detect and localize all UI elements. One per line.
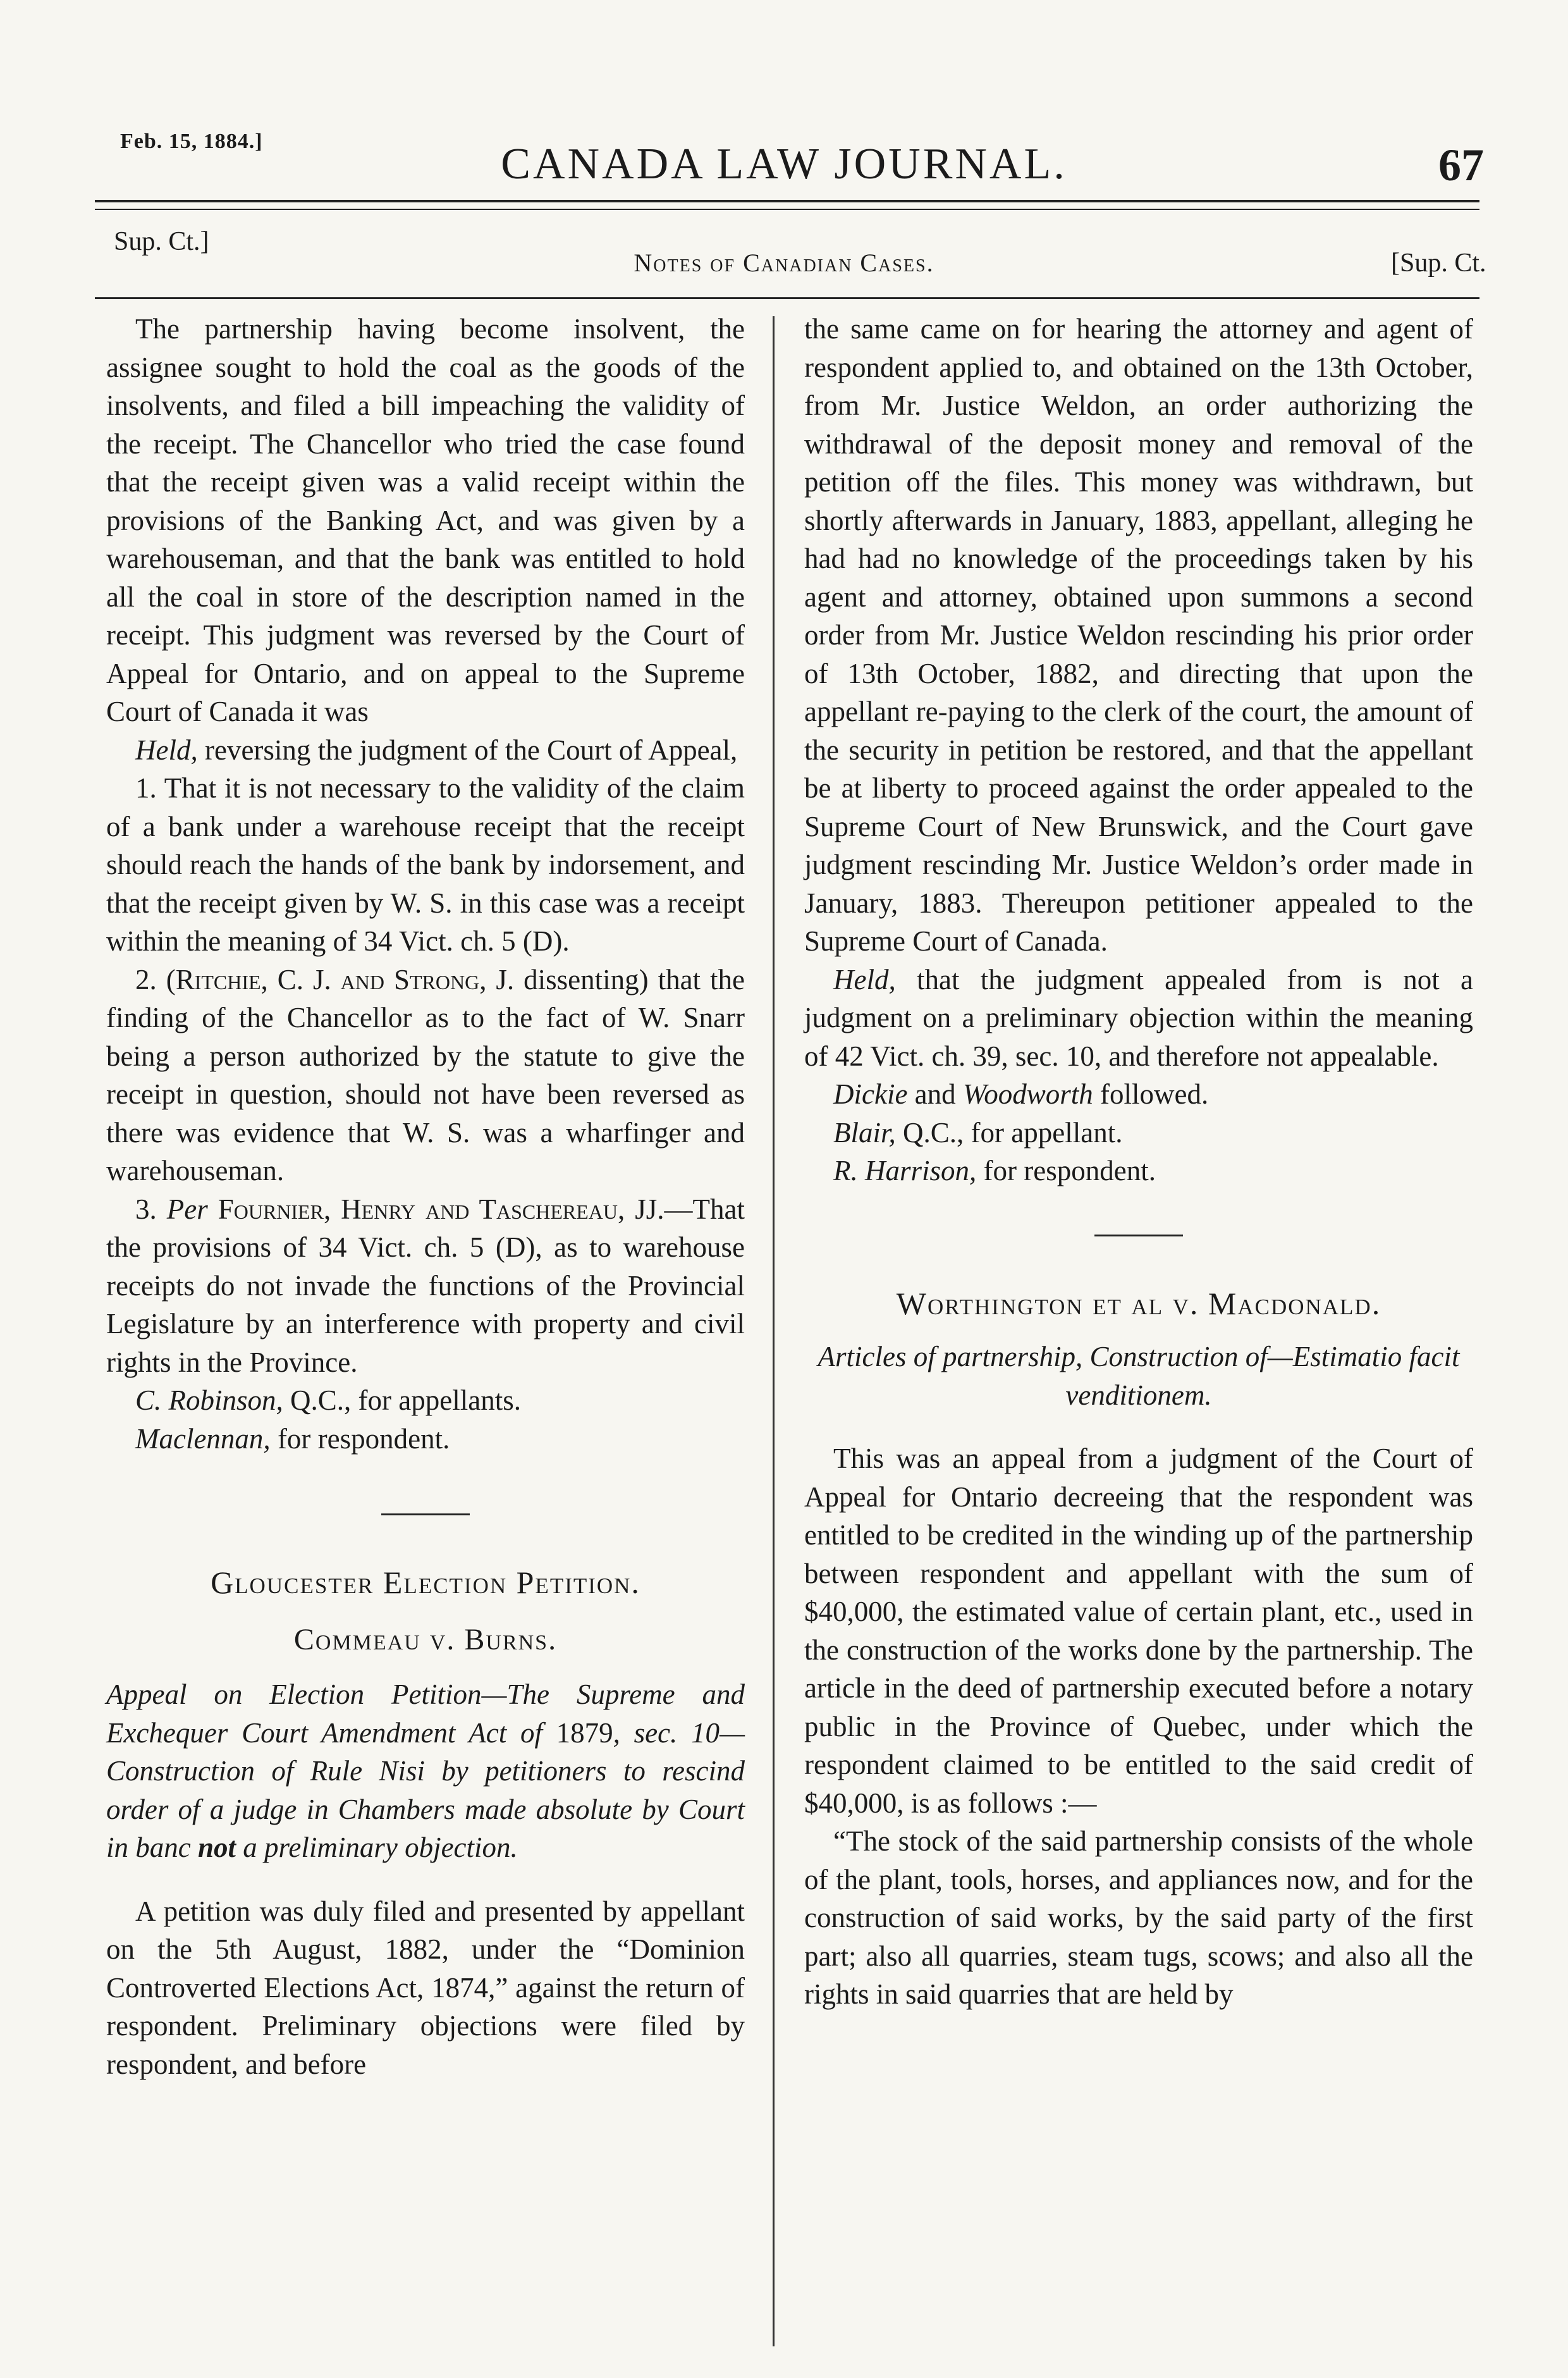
headnote-emphasis: not bbox=[197, 1832, 236, 1863]
journal-title: CANADA LAW JOURNAL. bbox=[501, 140, 1067, 188]
header-date: Feb. 15, 1884.] bbox=[120, 130, 263, 153]
point-3-text: JJ.—That the provisions of 34 Vict. ch. 5 (D), as to warehouse receipts do not invade the functions of the Provincial Legislature by an interference with property and civil rights in the Province. bbox=[106, 1193, 745, 1378]
case-subtitle: Commeau v. Burns. bbox=[293, 1622, 558, 1656]
left-column bbox=[106, 310, 745, 2083]
headnote bbox=[106, 1675, 745, 1867]
counsel-line bbox=[804, 1114, 1473, 1152]
counsel-role: for respondent. bbox=[270, 1422, 450, 1455]
paragraph: A petition was duly filed and presented by appellant on the 5th August, 1882, under the “Dominion Controverted Elections Act, 1874,” against the return of respondent. Preliminary objections were filed by respondent, and before bbox=[106, 1895, 745, 2080]
point-2-number: 2. ( bbox=[135, 963, 176, 995]
case-name: Dickie bbox=[833, 1078, 908, 1110]
held-text: that the judgment appealed from is not a judgment on a preliminary objection within the meaning of 42 Vict. ch. 39, sec. 10, and therefore not appealable. bbox=[804, 963, 1473, 1072]
held-text: reversing the judgment of the Court of Appeal, bbox=[197, 734, 738, 766]
followed-line bbox=[804, 1075, 1473, 1114]
court-label-right: [Sup. Ct. bbox=[1391, 249, 1486, 278]
counsel-role: for respondent. bbox=[976, 1155, 1156, 1186]
column-divider bbox=[773, 316, 775, 2346]
header-rule-bottom bbox=[95, 297, 1479, 299]
quoted-paragraph: “The stock of the said partnership consists of the whole of the plant, tools, horses, and appliances now, and for the construction of said works, by the said party of the first part; also all quarries, steam tugs, scows; and also all the rights in said quarries that are held by bbox=[804, 1825, 1473, 2010]
held-label: Held, bbox=[135, 734, 198, 766]
counsel-role: Q.C., for appellant. bbox=[895, 1116, 1123, 1149]
headnote-year: 1879 bbox=[556, 1716, 613, 1749]
point-3-number: 3. bbox=[135, 1193, 167, 1225]
headnote-part: Appeal on Election Petition—The Supreme and Exchequer Court Amendment Act of bbox=[106, 1679, 745, 1749]
counsel-name: C. Robinson, bbox=[135, 1384, 283, 1416]
case-name: Woodworth bbox=[962, 1078, 1093, 1110]
counsel-name: Maclennan, bbox=[135, 1422, 271, 1455]
court-label-left: Sup. Ct.] bbox=[114, 227, 209, 256]
counsel-name: Blair, bbox=[833, 1116, 896, 1149]
header-rule-top bbox=[95, 200, 1479, 202]
paragraph: the same came on for hearing the attorney and agent of respondent applied to, and obtained on the 13th October, from Mr. Justice Weldon, an order authorizing the withdrawal of the deposit money and removal of the petition off the files. This money was withdrawn, but shortly afterwards in January, 1883, appellant, alleging he had had no knowledge of the proceedings taken by his agent and attorney, obtained upon summons a second order from Mr. Justice Weldon rescinding his prior order of 13th October, 1882, and directing that upon the appellant re-paying to the clerk of the court, the amount of the security in petition be restored, and that the appellant be at liberty to proceed against the order appealed to the Supreme Court of New Brunswick, and the Court gave judgment rescinding Mr. Justice Weldon’s order made in January, 1883. Thereupon petitioner appealed to the Supreme Court of Canada. bbox=[804, 313, 1473, 957]
counsel-line bbox=[106, 1381, 745, 1420]
held-paragraph bbox=[106, 731, 745, 770]
right-column bbox=[804, 310, 1473, 2014]
held-paragraph bbox=[804, 961, 1473, 1076]
point-3-judges: Fournier, Henry and Taschereau, bbox=[207, 1193, 625, 1225]
point-3 bbox=[106, 1190, 745, 1382]
point-2-judges: Ritchie, C. J. and Strong, J. bbox=[175, 963, 515, 995]
held-label: Held, bbox=[833, 963, 896, 995]
counsel-line bbox=[106, 1420, 745, 1458]
headnote: Articles of partnership, Construction of—Estimatio facit venditionem. bbox=[818, 1341, 1460, 1411]
counsel-line bbox=[804, 1152, 1473, 1190]
point-2-text: dissenting) that the finding of the Chancellor as to the fact of W. Snarr being a person authorized by the statute to give the receipt in question, should not have been reversed as there was evidence that W. S. was a wharfinger and warehouseman. bbox=[106, 963, 745, 1186]
paragraph: This was an appeal from a judgment of the Court of Appeal for Ontario decreeing that the respondent was entitled to be credited in the winding up of the partnership between respondent and appellant with the sum of $40,000, the estimated value of certain plant, etc., used in the construction of the works done by the partnership. The article in the deed of partnership executed before a notary public in the Province of Quebec, under which the respondent claimed to be entitled to the said credit of $40,000, is as follows :— bbox=[804, 1443, 1473, 1819]
followed-text: followed. bbox=[1093, 1078, 1209, 1110]
headnote-part: , sec. 10—Construction of Rule Nisi by petitioners to rescind order of a judge in Chambers made absolute by Court in banc bbox=[106, 1716, 745, 1863]
point-2 bbox=[106, 961, 745, 1190]
conjunction: and bbox=[907, 1078, 963, 1110]
point-3-per: Per bbox=[166, 1193, 208, 1225]
header-rule-thin bbox=[95, 209, 1479, 210]
page-number: 67 bbox=[1438, 140, 1484, 190]
counsel-name: R. Harrison, bbox=[833, 1155, 977, 1186]
paragraph: The partnership having become insolvent, the assignee sought to hold the coal as the goods of the insolvents, and filed a bill impeaching the validity of the receipt. The Chancellor who tried the case found that the receipt given was a valid receipt within the provisions of the Banking Act, and was given by a warehouseman, and that the bank was entitled to hold all the coal in store of the description named in the receipt. This judgment was reversed by the Court of Appeal for Ontario, and on appeal to the Supreme Court of Canada it was bbox=[106, 313, 745, 727]
headnote-part: a preliminary objection. bbox=[236, 1832, 518, 1863]
point-1: 1. That it is not necessary to the validity of the claim of a bank under a warehouse receipt that the receipt should reach the hands of the bank by indorsement, and that the receipt given by W. S. in this case was a receipt within the meaning of 34 Vict. ch. 5 (D). bbox=[106, 772, 745, 957]
case-title: Gloucester Election Petition. bbox=[211, 1565, 640, 1600]
case-title: Worthington et al v. Macdonald. bbox=[896, 1285, 1381, 1321]
counsel-role: Q.C., for appellants. bbox=[283, 1384, 521, 1416]
section-title: Notes of Canadian Cases. bbox=[634, 249, 934, 277]
